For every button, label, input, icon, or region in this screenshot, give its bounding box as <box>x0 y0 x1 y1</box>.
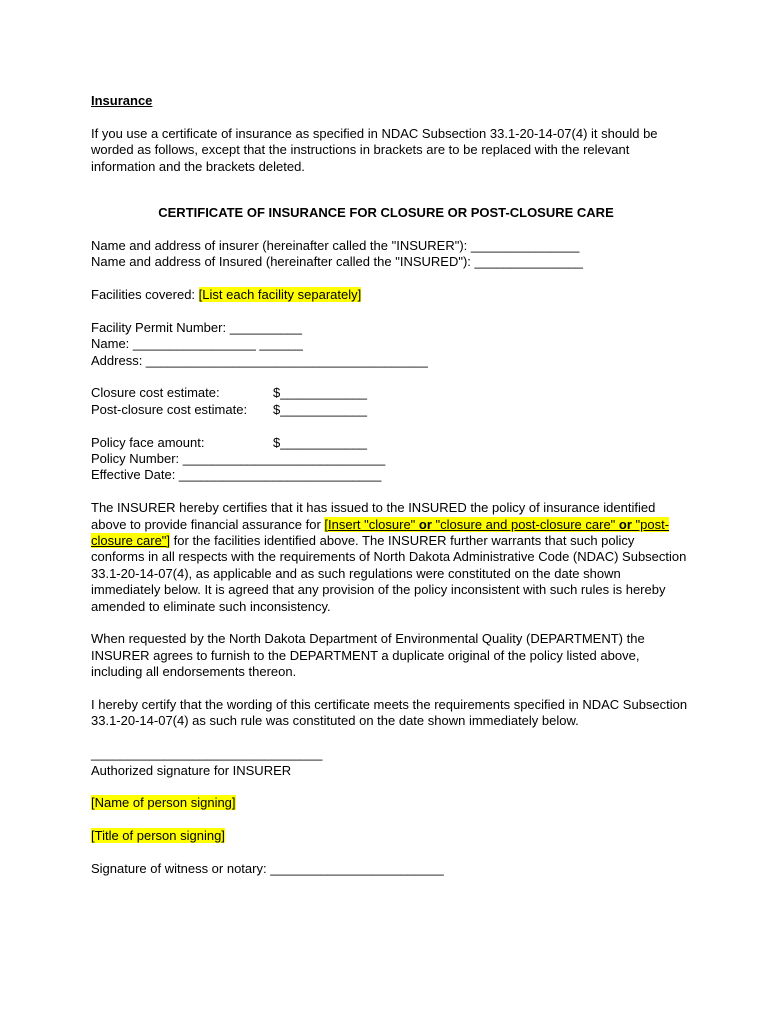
insurer-line: Name and address of insurer (hereinafter called the "INSURER"): _______________ <box>91 237 580 253</box>
closure-row <box>91 385 691 401</box>
address-line: Address: _______________________________________ <box>91 352 428 368</box>
facilities-label: Facilities covered: <box>91 287 199 303</box>
document-body <box>91 93 691 877</box>
face-value: $____________ <box>273 434 367 450</box>
closure-label: Closure cost estimate: <box>91 385 220 401</box>
coverage-option-b: "closure and post-closure care" <box>431 516 619 532</box>
signature-label: Authorized signature for INSURER <box>91 762 292 778</box>
intro-paragraph: If you use a certificate of insurance as specified in NDAC Subsection 33.1-20-14-07(4) it should be worded as follows, except that the instructions in brackets are to be replaced with the relevant information and the brackets deleted. <box>91 125 658 174</box>
postclosure-label: Post-closure cost estimate: <box>91 401 248 417</box>
certificate-title: CERTIFICATE OF INSURANCE FOR CLOSURE OR POST-CLOSURE CARE <box>158 205 614 221</box>
insured-line: Name and address of Insured (hereinafter called the "INSURED"): _______________ <box>91 254 583 270</box>
effective-date-line: Effective Date: ____________________________ <box>91 467 382 483</box>
department-paragraph: When requested by the North Dakota Department of Environmental Quality (DEPARTMENT) the INSURER agrees to furnish to the DEPARTMENT a duplicate original of the policy listed above, including all endorsements thereon. <box>91 631 645 680</box>
closure-value: $____________ <box>273 385 367 401</box>
postclosure-value: $____________ <box>273 401 367 417</box>
para1-part1: The INSURER hereby certifies that it has issued to the INSURED the policy of insurance identified above to provide financial assurance for <box>91 500 656 532</box>
witness-line: Signature of witness or notary: ________________________ <box>91 861 444 877</box>
face-row <box>91 435 691 451</box>
policy-number-line: Policy Number: ____________________________ <box>91 451 386 467</box>
facilities-placeholder: [List each facility separately] <box>198 287 362 303</box>
facilities-line <box>91 287 691 303</box>
certification-paragraph <box>91 500 691 615</box>
para1-part2: for the facilities identified above. The INSURER further warrants that such policy conforms in all respects with the requirements of North Dakota Administrative Code (NDAC) Subsection 33.1-20-14-07(4), as applicable and as such regulations were constituted on the date shown immediately below. It is agreed that any provision of the policy inconsistent with such rules is hereby amended to eliminate such inconsistency. <box>91 533 687 614</box>
coverage-option-a: [Insert "closure" <box>324 516 419 532</box>
section-heading: Insurance <box>91 93 153 108</box>
coverage-or-2: or <box>618 516 632 532</box>
face-label: Policy face amount: <box>91 434 205 450</box>
postclosure-row <box>91 402 691 418</box>
permit-line: Facility Permit Number: __________ <box>91 319 302 335</box>
coverage-or-1: or <box>418 516 432 532</box>
name-line: Name: _________________ ______ <box>91 336 303 352</box>
wording-certification-paragraph: I hereby certify that the wording of this certificate meets the requirements specified in NDAC Subsection 33.1-20-14-07(4) as such rule was constituted on the date shown immediately below. <box>91 697 688 729</box>
title-of-person-signing: [Title of person signing] <box>91 828 225 844</box>
coverage-option-c: "post-closure care"] <box>91 516 670 549</box>
signature-line: ________________________________ <box>91 746 323 762</box>
name-of-person-signing: [Name of person signing] <box>91 795 236 811</box>
